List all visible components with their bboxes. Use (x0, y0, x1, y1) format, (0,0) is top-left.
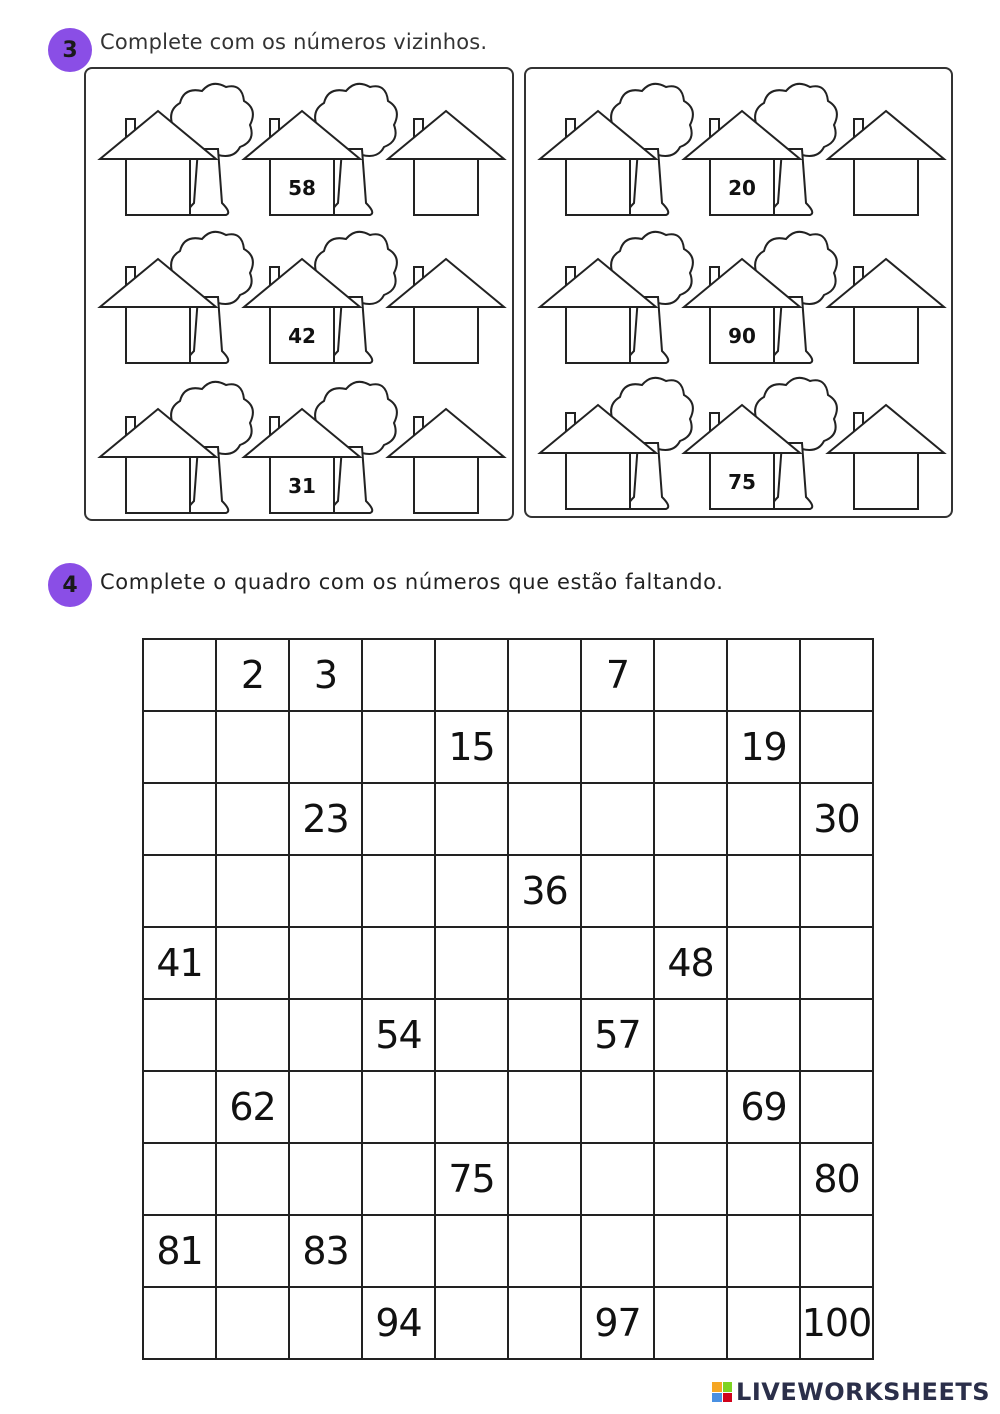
house-row (100, 232, 504, 363)
grid-cell-empty[interactable] (581, 1071, 654, 1143)
watermark-text: LIVEWORKSHEETS (736, 1378, 990, 1406)
house-row (540, 84, 944, 215)
grid-cell-empty[interactable] (654, 639, 727, 711)
grid-cell-empty[interactable] (143, 1071, 216, 1143)
grid-cell-empty[interactable] (289, 1287, 362, 1359)
grid-cell-empty[interactable] (654, 783, 727, 855)
grid-cell-empty[interactable] (727, 1287, 800, 1359)
grid-cell-empty[interactable] (654, 711, 727, 783)
house-row (100, 84, 504, 215)
grid-cell-empty[interactable] (362, 855, 435, 927)
grid-cell-empty[interactable] (727, 783, 800, 855)
grid-cell-empty[interactable] (800, 855, 873, 927)
grid-cell: 100 (800, 1287, 873, 1359)
houses-panel-right (524, 67, 953, 518)
grid-cell: 41 (143, 927, 216, 999)
grid-cell-empty[interactable] (727, 999, 800, 1071)
grid-cell-empty[interactable] (216, 1143, 289, 1215)
grid-cell: 80 (800, 1143, 873, 1215)
grid-cell: 19 (727, 711, 800, 783)
roof (388, 111, 504, 159)
neighbor-number: 75 (728, 470, 756, 494)
house-body (414, 307, 478, 363)
grid-cell-empty[interactable] (143, 999, 216, 1071)
grid-cell-empty[interactable] (216, 783, 289, 855)
grid-cell-empty[interactable] (435, 1215, 508, 1287)
grid-cell: 62 (216, 1071, 289, 1143)
grid-cell-empty[interactable] (508, 639, 581, 711)
grid-cell-empty[interactable] (143, 783, 216, 855)
house-body (566, 453, 630, 509)
grid-cell-empty[interactable] (435, 999, 508, 1071)
grid-cell-empty[interactable] (508, 1143, 581, 1215)
grid-cell-empty[interactable] (654, 1071, 727, 1143)
grid-cell: 83 (289, 1215, 362, 1287)
grid-cell-empty[interactable] (143, 1287, 216, 1359)
grid-cell: 94 (362, 1287, 435, 1359)
grid-cell: 57 (581, 999, 654, 1071)
house-body (566, 159, 630, 215)
grid-cell: 23 (289, 783, 362, 855)
grid-cell: 30 (800, 783, 873, 855)
grid-cell-empty[interactable] (289, 711, 362, 783)
grid-cell-empty[interactable] (289, 855, 362, 927)
grid-cell-empty[interactable] (362, 927, 435, 999)
grid-cell-empty[interactable] (654, 1143, 727, 1215)
grid-row (143, 711, 873, 783)
house-body (414, 159, 478, 215)
grid-row (143, 1215, 873, 1287)
grid-cell: 69 (727, 1071, 800, 1143)
liveworksheets-watermark (712, 1378, 990, 1406)
grid-cell-empty[interactable] (581, 855, 654, 927)
house-body (854, 453, 918, 509)
grid-cell-empty[interactable] (654, 999, 727, 1071)
grid-cell-empty[interactable] (508, 711, 581, 783)
grid-cell-empty[interactable] (508, 927, 581, 999)
houses-scene-right (526, 69, 951, 516)
house-body (126, 307, 190, 363)
grid-cell-empty[interactable] (654, 1215, 727, 1287)
grid-cell-empty[interactable] (289, 1143, 362, 1215)
roof (388, 409, 504, 457)
grid-cell-empty[interactable] (362, 1215, 435, 1287)
grid-cell-empty[interactable] (435, 855, 508, 927)
houses-panel-left (84, 67, 514, 521)
grid-cell-empty[interactable] (435, 1071, 508, 1143)
grid-cell-empty[interactable] (508, 1071, 581, 1143)
grid-cell-empty[interactable] (727, 855, 800, 927)
grid-cell: 2 (216, 639, 289, 711)
roof (828, 111, 944, 159)
grid-cell-empty[interactable] (216, 927, 289, 999)
grid-cell-empty[interactable] (362, 639, 435, 711)
grid-cell-empty[interactable] (654, 1287, 727, 1359)
house-body (126, 159, 190, 215)
exercise-4-number-badge: 4 (48, 563, 92, 607)
house-body (854, 159, 918, 215)
grid-row (143, 855, 873, 927)
exercise-3-instruction: Complete com os números vizinhos. (100, 30, 488, 54)
grid-cell-empty[interactable] (508, 999, 581, 1071)
grid-cell: 48 (654, 927, 727, 999)
grid-cell-empty[interactable] (216, 711, 289, 783)
grid-cell-empty[interactable] (143, 855, 216, 927)
neighbor-number: 20 (728, 176, 756, 200)
grid-cell: 3 (289, 639, 362, 711)
house-body (126, 457, 190, 513)
house-row (100, 382, 504, 513)
grid-cell-empty[interactable] (362, 783, 435, 855)
grid-cell-empty[interactable] (727, 1215, 800, 1287)
grid-cell-empty[interactable] (508, 783, 581, 855)
grid-cell-empty[interactable] (216, 1287, 289, 1359)
grid-cell-empty[interactable] (800, 1071, 873, 1143)
grid-cell-empty[interactable] (727, 639, 800, 711)
neighbor-number: 42 (288, 324, 316, 348)
grid-cell-empty[interactable] (143, 639, 216, 711)
neighbor-number: 31 (288, 474, 316, 498)
exercise-4-instruction: Complete o quadro com os números que estão faltando. (100, 570, 724, 594)
grid-cell-empty[interactable] (800, 711, 873, 783)
grid-row (143, 999, 873, 1071)
grid-cell-empty[interactable] (800, 639, 873, 711)
grid-cell-empty[interactable] (362, 711, 435, 783)
grid-cell-empty[interactable] (289, 927, 362, 999)
grid-cell-empty[interactable] (435, 927, 508, 999)
roof (828, 259, 944, 307)
exercise-3-number-badge: 3 (48, 28, 92, 72)
grid-cell-empty[interactable] (362, 1071, 435, 1143)
roof (828, 405, 944, 453)
grid-cell-empty[interactable] (800, 999, 873, 1071)
grid-cell-empty[interactable] (508, 1215, 581, 1287)
grid-row (143, 639, 873, 711)
grid-cell-empty[interactable] (800, 927, 873, 999)
grid-cell-empty[interactable] (727, 1143, 800, 1215)
grid-cell-empty[interactable] (289, 999, 362, 1071)
grid-row (143, 1143, 873, 1215)
grid-cell-empty[interactable] (581, 1143, 654, 1215)
house-body (414, 457, 478, 513)
house-row (540, 232, 944, 363)
grid-cell-empty[interactable] (800, 1215, 873, 1287)
neighbor-number: 58 (288, 176, 316, 200)
neighbor-number: 90 (728, 324, 756, 348)
grid-row (143, 927, 873, 999)
roof (388, 259, 504, 307)
grid-cell: 81 (143, 1215, 216, 1287)
grid-cell-empty[interactable] (435, 1287, 508, 1359)
grid-cell-empty[interactable] (216, 999, 289, 1071)
grid-cell: 75 (435, 1143, 508, 1215)
grid-row (143, 783, 873, 855)
grid-cell-empty[interactable] (362, 1143, 435, 1215)
grid-cell-empty[interactable] (435, 639, 508, 711)
grid-cell-empty[interactable] (216, 1215, 289, 1287)
grid-cell: 36 (508, 855, 581, 927)
grid-cell-empty[interactable] (581, 783, 654, 855)
grid-cell-empty[interactable] (435, 783, 508, 855)
grid-cell: 97 (581, 1287, 654, 1359)
house-row (540, 378, 944, 509)
grid-cell-empty[interactable] (581, 927, 654, 999)
grid-cell-empty[interactable] (727, 927, 800, 999)
liveworksheets-logo-icon (712, 1382, 732, 1402)
grid-cell: 7 (581, 639, 654, 711)
grid-cell: 54 (362, 999, 435, 1071)
grid-cell-empty[interactable] (581, 1215, 654, 1287)
grid-cell-empty[interactable] (581, 711, 654, 783)
grid-cell: 15 (435, 711, 508, 783)
grid-cell-empty[interactable] (289, 1071, 362, 1143)
grid-cell-empty[interactable] (143, 1143, 216, 1215)
house-body (566, 307, 630, 363)
grid-cell-empty[interactable] (508, 1287, 581, 1359)
grid-row (143, 1071, 873, 1143)
grid-cell-empty[interactable] (654, 855, 727, 927)
grid-row (143, 1287, 873, 1359)
hundred-chart-grid (142, 638, 874, 1360)
grid-cell-empty[interactable] (216, 855, 289, 927)
houses-scene-left (86, 69, 512, 519)
grid-cell-empty[interactable] (143, 711, 216, 783)
house-body (854, 307, 918, 363)
